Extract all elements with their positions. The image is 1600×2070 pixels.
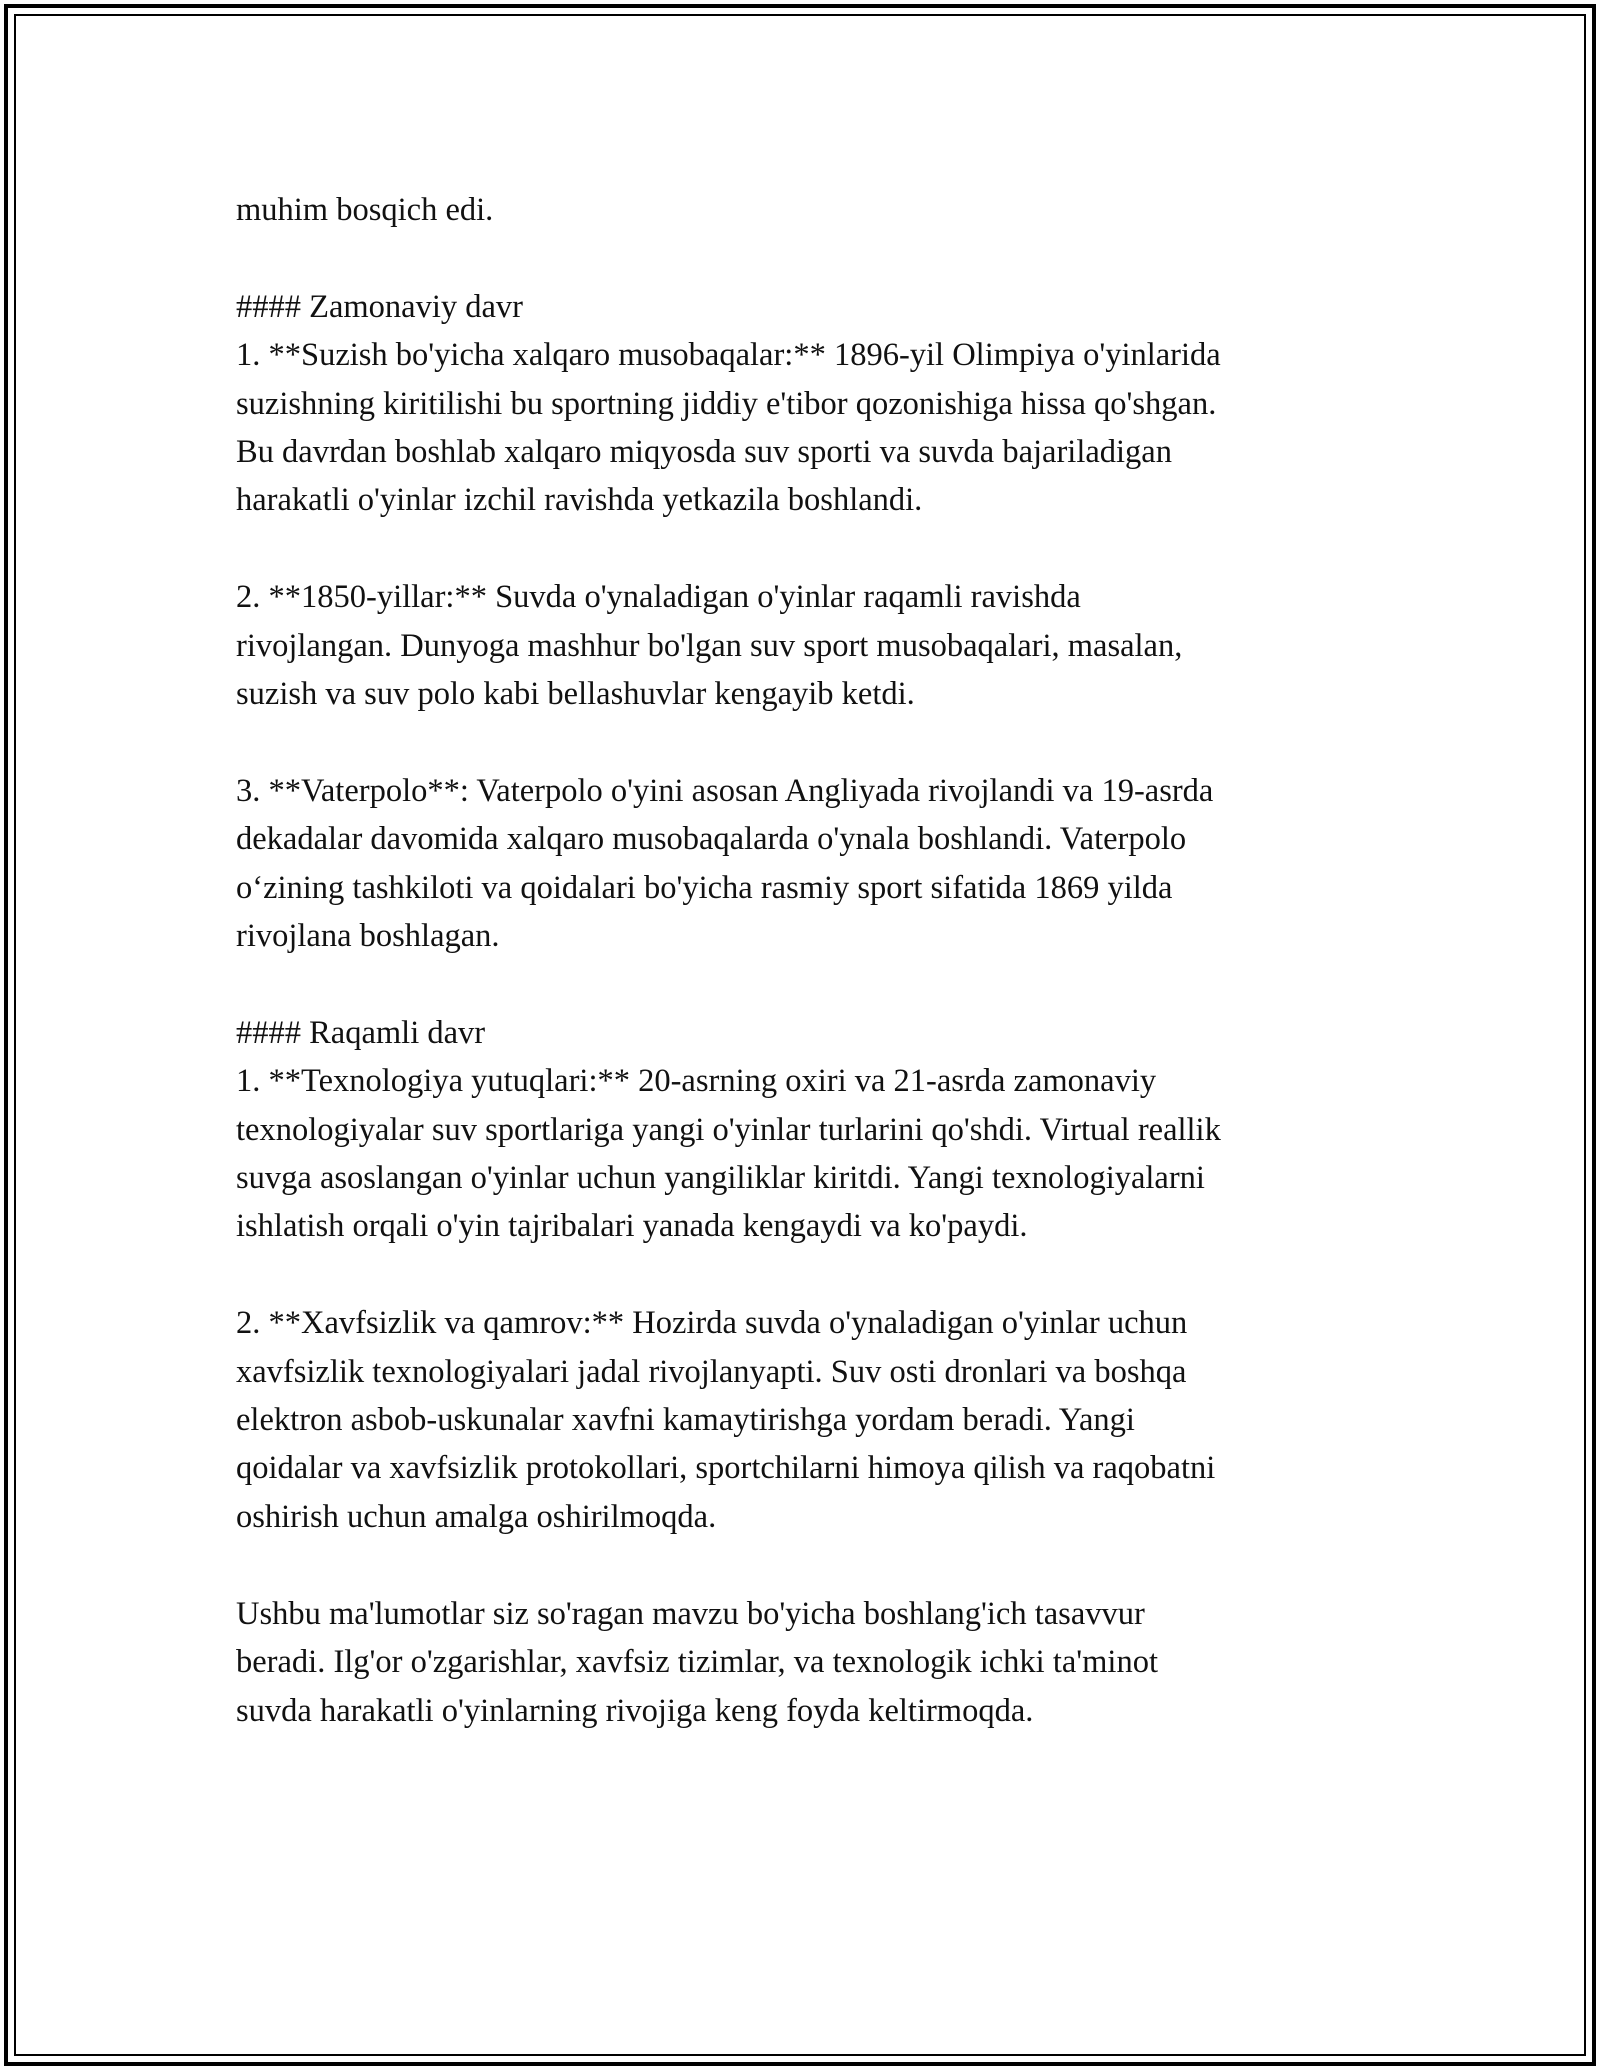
paragraph-conclusion: Ushbu ma'lumotlar siz so'ragan mavzu bo'yicha boshlang'ich tasavvur beradi. Ilg'or o'zgarishlar, xavfsiz tizimlar, va texnologik ichki ta'minot suvda harakatli o'yinlarning rivojiga keng foyda keltirmoqda. xyxy=(236,1595,1158,1729)
paragraph-continuation: muhim bosqich edi. xyxy=(236,192,494,228)
list-item-zamonaviy-3: 3. **Vaterpolo**: Vaterpolo o'yini asosan Angliyada rivojlandi va 19-asrda dekadalar davomida xalqaro musobaqalarda o'ynala boshlandi. Vaterpolo o‘zining tashkiloti va qoidalari bo'yicha rasmiy sport sifatida 1869 yilda rivojlana boshlagan. xyxy=(236,772,1214,955)
list-item-zamonaviy-2: 2. **1850-yillar:** Suvda o'ynaladigan o'yinlar raqamli ravishda rivojlangan. Dunyoga mashhur bo'lgan suv sport musobaqalari, masalan, suzish va suv polo kabi bellashuvlar kengayib ketdi. xyxy=(236,579,1183,713)
list-item-raqamli-2: 2. **Xavfsizlik va qamrov:** Hozirda suvda o'ynaladigan o'yinlar uchun xavfsizlik texnologiyalari jadal rivojlanyapti. Suv osti dronlari va boshqa elektron asbob-uskunalar xavfni kamaytirishga yordam beradi. Yangi qoidalar va xavfsizlik protokollari, sportchilarni himoya qilish va raqobatni oshirish uchun amalga oshirilmoqda. xyxy=(236,1305,1216,1535)
heading-zamonaviy-davr: #### Zamonaviy davr xyxy=(236,288,524,325)
document-body xyxy=(236,186,1376,1735)
list-item-zamonaviy-1: 1. **Suzish bo'yicha xalqaro musobaqalar:** 1896-yil Olimpiya o'yinlarida suzishning kiritilishi bu sportning jiddiy e'tibor qozonishiga hissa qo'shgan. Bu davrdan boshlab xalqaro miqyosda suv sporti va suvda bajariladigan harakatli o'yinlar izchil ravishda yetkazila boshlandi. xyxy=(236,337,1221,519)
list-item-raqamli-1: 1. **Texnologiya yutuqlari:** 20-asrning oxiri va 21-asrda zamonaviy texnologiyalar suv sportlariga yangi o'yinlar turlarini qo'shdi. Virtual reallik suvga asoslangan o'yinlar uchun yangiliklar kiritdi. Yangi texnologiyalarni ishlatish orqali o'yin tajribalari yanada kengaydi va ko'paydi. xyxy=(236,1063,1221,1245)
heading-raqamli-davr: #### Raqamli davr xyxy=(236,1014,486,1051)
